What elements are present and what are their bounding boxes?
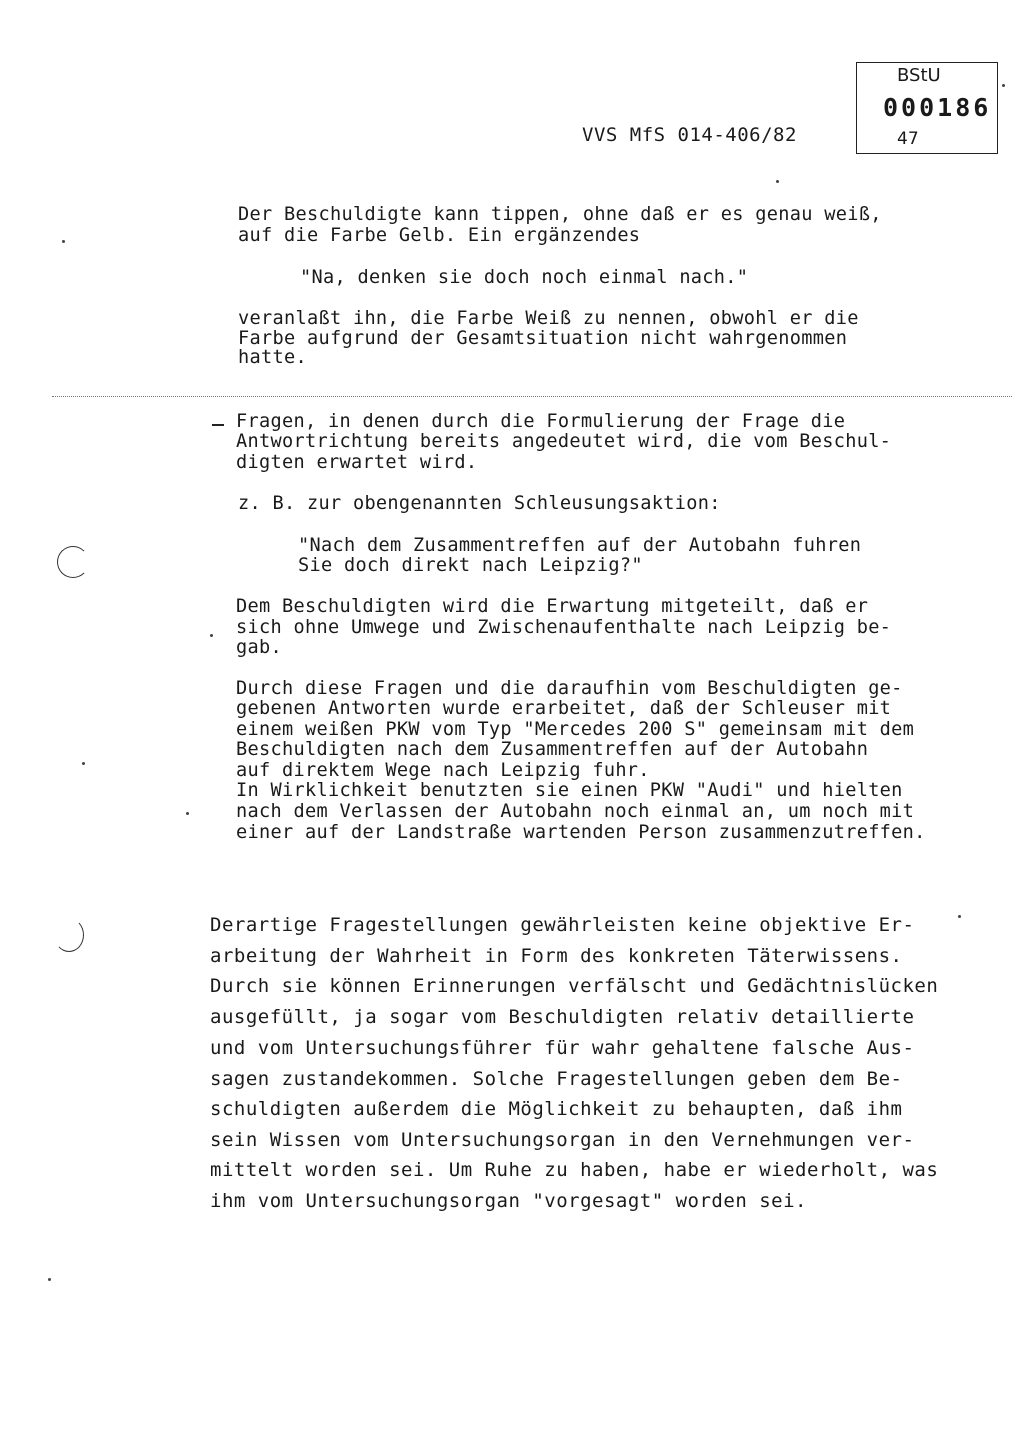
quote-line: Sie doch direkt nach Leipzig?": [298, 555, 643, 576]
bullet-line: Fragen, in denen durch die Formulierung der Frage die: [236, 411, 846, 432]
punch-hole-mark: [54, 918, 84, 952]
conclusion-line: Derartige Fragestellungen gewährleisten keine objektive Er-: [210, 914, 915, 936]
conclusion-line: und vom Untersuchungsführer für wahr gehaltene falsche Aus-: [210, 1037, 915, 1059]
stamp-org: BStU: [897, 65, 941, 86]
stamp-page-number: 47: [897, 129, 919, 149]
paragraph-line: In Wirklichkeit benutzten sie einen PKW "Audi" und hielten: [236, 780, 903, 801]
paragraph-line: gab.: [236, 637, 282, 658]
document-reference: VVS MfS 014-406/82: [582, 124, 797, 146]
scan-speck: [210, 634, 213, 637]
paragraph-line: Der Beschuldigte kann tippen, ohne daß er es genau weiß,: [238, 204, 882, 225]
scan-speck: [958, 915, 961, 918]
archive-stamp: [856, 62, 998, 154]
conclusion-line: sein Wissen vom Untersuchungsorgan in den Vernehmungen ver-: [210, 1129, 915, 1151]
example-intro: z. B. zur obengenannten Schleusungsaktion:: [238, 493, 721, 514]
paragraph-line: veranlaßt ihn, die Farbe Weiß zu nennen, obwohl er die: [238, 308, 859, 329]
conclusion-line: arbeitung der Wahrheit in Form des konkreten Täterwissens.: [210, 945, 903, 967]
paragraph-line: Farbe aufgrund der Gesamtsituation nicht wahrgenommen: [238, 328, 848, 349]
conclusion-line: mittelt worden sei. Um Ruhe zu haben, habe er wiederholt, was: [210, 1159, 939, 1181]
scan-speck: [48, 1278, 51, 1281]
paragraph-line: Beschuldigten nach dem Zusammentreffen auf der Autobahn: [236, 739, 869, 760]
paragraph-line: einer auf der Landstraße wartenden Person zusammenzutreffen.: [236, 822, 926, 843]
scan-speck: [62, 240, 65, 243]
bullet-dash: [212, 424, 224, 426]
stamp-number: 000186: [883, 93, 992, 122]
paragraph-line: Durch diese Fragen und die daraufhin vom Beschuldigten ge-: [236, 678, 903, 699]
scan-speck: [82, 762, 85, 765]
paragraph-line: sich ohne Umwege und Zwischenaufenthalte nach Leipzig be-: [236, 617, 892, 638]
paragraph-line: Dem Beschuldigten wird die Erwartung mitgeteilt, daß er: [236, 596, 869, 617]
bullet-line: digten erwartet wird.: [236, 452, 478, 473]
conclusion-line: ihm vom Untersuchungsorgan "vorgesagt" worden sei.: [210, 1190, 807, 1212]
separator-rule: [52, 396, 1012, 397]
scan-speck: [776, 180, 779, 183]
paragraph-line: hatte.: [238, 347, 307, 368]
conclusion-line: Durch sie können Erinnerungen verfälscht und Gedächtnislücken: [210, 975, 939, 997]
conclusion-line: ausgefüllt, ja sogar vom Beschuldigten relativ detaillierte: [210, 1006, 915, 1028]
paragraph-line: auf direktem Wege nach Leipzig fuhr.: [236, 760, 650, 781]
bullet-line: Antwortrichtung bereits angedeutet wird, die vom Beschul-: [236, 431, 892, 452]
conclusion-line: schuldigten außerdem die Möglichkeit zu behaupten, daß ihm: [210, 1098, 903, 1120]
scan-speck: [1002, 84, 1005, 87]
paragraph-line: einem weißen PKW vom Typ "Mercedes 200 S" gemeinsam mit dem: [236, 719, 915, 740]
conclusion-line: sagen zustandekommen. Solche Fragestellungen geben dem Be-: [210, 1068, 903, 1090]
paragraph-line: gebenen Antworten wurde erarbeitet, daß der Schleuser mit: [236, 698, 892, 719]
quote-line: "Nach dem Zusammentreffen auf der Autobahn fuhren: [298, 535, 862, 556]
punch-hole-mark: [57, 546, 89, 578]
quote-line: "Na, denken sie doch noch einmal nach.": [300, 267, 749, 288]
scan-speck: [186, 812, 189, 815]
paragraph-line: nach dem Verlassen der Autobahn noch einmal an, um noch mit: [236, 801, 915, 822]
paragraph-line: auf die Farbe Gelb. Ein ergänzendes: [238, 225, 641, 246]
